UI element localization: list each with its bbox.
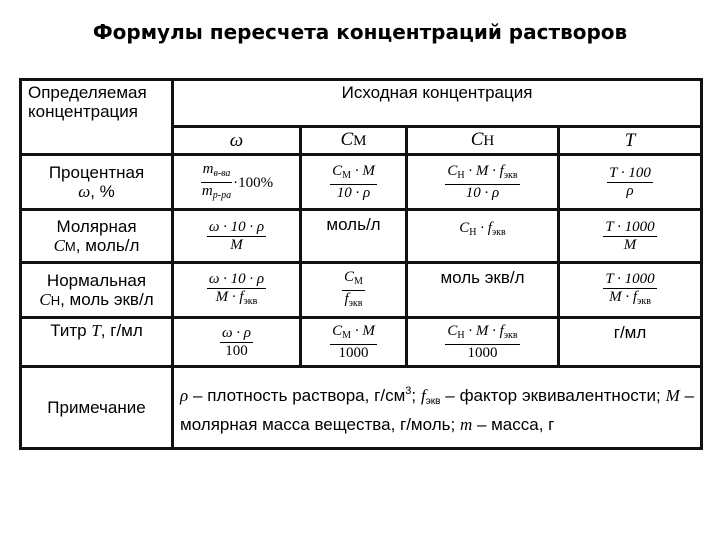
f-num: ω · 10 · ρ [208,270,265,287]
f-cn-sub2: экв [503,169,518,181]
cell-percent-from-cm [301,155,407,210]
note-text [176,380,698,436]
f-cn-c: C [447,322,458,339]
f-cm-den: 1000 [338,344,369,361]
row-titer-rest: , г/мл [100,321,143,341]
row-molar-label-line2 [24,236,169,256]
formula-percent-t [607,165,653,200]
formula-titer-cn [445,323,519,362]
f-t-num: T · 1000 [605,218,655,235]
col-header-cm [301,126,407,155]
header-determined-concentration [21,80,173,155]
cell-normal-from-omega [173,263,301,318]
row-percent-sym: ω [78,182,91,202]
f-den: M · f [215,288,244,305]
row-note [21,367,702,449]
col-cn-sub: Н [483,133,495,150]
f-cn-sub: Н [469,227,477,239]
f-cm-den-sub: экв [348,297,363,309]
formula-molar-t [603,219,656,254]
cell-titer-from-cn [407,318,559,367]
note-sup3: 3 [405,384,412,397]
col-header-omega [173,126,301,155]
f-cn-sub2: экв [491,227,506,239]
cell-normal-from-cn [407,263,559,318]
cell-molar-from-cn [407,210,559,263]
f-cn-sub: Н [457,169,465,181]
row-label-titer [21,318,173,367]
cell-titer-from-cm [301,318,407,367]
row-normal-sym-sub: Н [50,292,61,308]
unit-molar: моль/л [326,215,381,235]
row-titer-sym: T [91,321,101,341]
formula-normal-cm [342,269,365,312]
f-cn-sub: Н [457,329,465,341]
cell-normal-from-t [559,263,702,318]
row-percent-rest: , % [90,182,115,202]
f-cn-rest: · M · f [464,162,504,179]
f-cn-den: 1000 [467,344,498,361]
header-source-concentration [173,80,702,127]
f-t-den: M · f [609,288,638,305]
cell-molar-from-cm [301,210,407,263]
row-percent-label-line1: Процентная [48,163,145,183]
f-cm-sub: М [342,169,352,181]
row-molar-rest: , моль/л [75,235,140,255]
conversion-table [19,78,703,450]
row-molar-sym-sub: М [64,238,76,254]
row-normal-label-line1: Нормальная [46,270,147,290]
unit-normal: моль экв/л [440,268,525,288]
row-normal-sym: C [39,289,51,309]
row-molar [21,210,702,263]
f-den: M [230,236,243,253]
formula-normal-t [603,271,656,310]
f-cn-c: C [447,162,458,179]
f-cn-rest: · M · f [464,322,504,339]
col-t-symbol: T [624,130,636,152]
formula-titer-cm [330,323,377,362]
row-titer [21,318,702,367]
f-den: 100 [225,342,248,359]
f-num: ω · 10 · ρ [208,218,265,235]
row-percent [21,155,702,210]
formula-normal-omega [207,271,266,310]
row-label-molar [21,210,173,263]
note-t3: – фактор эквивалентности; [440,385,666,405]
note-t2: ; [411,385,421,405]
f-cn-c: C [459,220,470,237]
f-cm-sub: М [354,275,363,287]
note-t5: – масса, г [472,414,555,434]
f-cm-c: C [344,268,355,285]
row-normal [21,263,702,318]
formula-molar-cn [459,220,506,239]
conversion-table-wrapper [19,78,700,450]
note-label-cell [21,367,173,449]
cell-normal-from-cm [301,263,407,318]
row-percent-label-line2 [24,182,169,201]
col-cn-letter: C [470,129,484,151]
note-label: Примечание [47,398,146,418]
row-titer-pre: Титр [50,321,92,341]
col-cm-sub: М [353,133,367,150]
header-row-main [21,80,702,127]
row-molar-label-line1: Молярная [56,216,137,236]
formula-titer-omega [220,325,253,360]
slide-title: Формулы пересчета концентраций растворов [92,20,628,44]
cell-percent-from-cn [407,155,559,210]
formula-molar-omega [207,219,266,254]
f-t-den-sub: экв [637,295,651,307]
note-text-cell [173,367,702,449]
f-cm-rest: · M [351,322,375,339]
f-cm-den: 10 · ρ [336,184,371,201]
header-source-label: Исходная концентрация [341,83,533,102]
col-omega-symbol: ω [229,130,244,152]
row-label-percent [21,155,173,210]
f-cn-den: 10 · ρ [465,184,500,201]
cell-molar-from-t [559,210,702,263]
cell-percent-from-t [559,155,702,210]
note-m-low: m [459,414,473,434]
f-t-num: T · 100 [609,164,651,181]
f-num-m: m [202,160,214,177]
col-header-cn [407,126,559,155]
cell-titer-from-omega [173,318,301,367]
row-label-normal [21,263,173,318]
row-normal-label-line2 [24,290,169,310]
formula-percent-cm [330,163,377,202]
note-rho: ρ [180,385,189,405]
unit-titer: г/мл [613,323,647,343]
formula-percent-omega-mult: ·100% [233,174,274,191]
note-f: f [420,385,426,405]
f-cn-rest: · f [476,220,492,237]
f-num-sub: в-ва [213,167,231,179]
f-den-sub: экв [243,295,258,307]
note-f-sub: экв [425,395,441,407]
cell-titer-from-t [559,318,702,367]
f-cm-rest: · M [351,162,375,179]
header-determined-label: Определяемая концентрация [28,83,147,121]
f-cm-c: C [332,322,343,339]
f-den-sub: р-ра [212,189,232,201]
row-molar-sym: C [53,235,65,255]
f-cn-sub2: экв [503,329,518,341]
formula-percent-omega [200,161,233,204]
f-den-m: m [201,182,213,199]
f-t-den: M [623,236,637,253]
f-t-den: ρ [626,182,634,199]
cell-percent-from-omega [173,155,301,210]
cell-molar-from-omega [173,210,301,263]
f-cm-sub: М [342,329,352,341]
col-cm-letter: C [340,129,354,151]
formula-percent-cn [445,163,519,202]
f-cm-c: C [332,162,343,179]
f-t-num: T · 1000 [605,270,655,287]
f-num: ω · ρ [221,324,252,341]
note-m-cap: M [665,385,680,405]
col-header-t [559,126,702,155]
note-t1: – плотность раствора, г/см [188,385,406,405]
row-normal-rest: , моль экв/л [60,289,154,309]
f-cm-den: f [344,290,349,307]
note-t4: – молярная масса вещества, г/моль; [180,385,695,434]
